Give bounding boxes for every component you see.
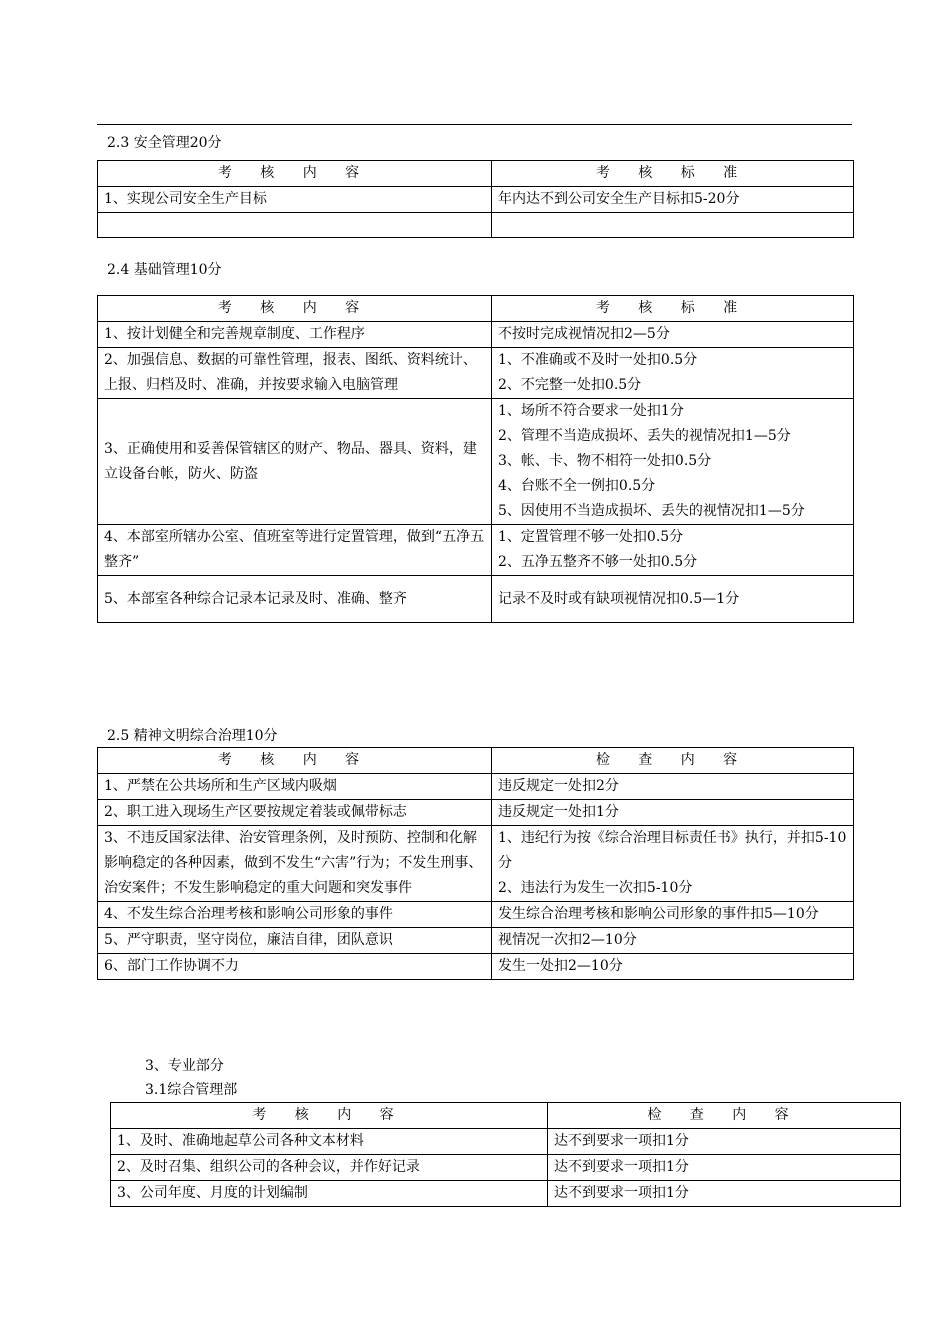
cell-empty <box>98 213 492 238</box>
table-row <box>98 826 854 902</box>
table-row <box>98 322 854 348</box>
standard-line: 1、违纪行为按《综合治理目标责任书》执行，并扣5-10分 <box>498 830 847 871</box>
header-rule <box>97 124 852 125</box>
cell-standard: 达不到要求一项扣1分 <box>548 1155 901 1181</box>
table-row <box>98 800 854 826</box>
header-standard: 考 核 标 准 <box>492 296 854 322</box>
standard-line: 记录不及时或有缺项视情况扣0.5—1分 <box>498 590 740 607</box>
table-header-row <box>98 748 854 774</box>
cell-content: 3、公司年度、月度的计划编制 <box>111 1181 548 1207</box>
header-standard: 考 核 标 准 <box>492 161 854 187</box>
table-row <box>98 525 854 576</box>
table-row <box>98 576 854 623</box>
cell-standard <box>492 928 854 954</box>
section-3-title: 3、专业部分 <box>145 1058 224 1074</box>
table-row <box>98 954 854 980</box>
table-header-row <box>98 161 854 187</box>
cell-standard <box>492 576 854 623</box>
cell-standard: 达不到要求一项扣1分 <box>548 1181 901 1207</box>
cell-empty <box>492 213 854 238</box>
basic-management-table <box>97 295 854 623</box>
cell-content: 1、严禁在公共场所和生产区域内吸烟 <box>98 774 492 800</box>
standard-line: 违反规定一处扣1分 <box>498 804 619 820</box>
section-2-5-title: 2.5 精神文明综合治理10分 <box>107 728 278 744</box>
header-content: 考 核 内 容 <box>98 161 492 187</box>
standard-line: 2、违法行为发生一次扣5-10分 <box>498 880 693 896</box>
header-standard: 检 查 内 容 <box>492 748 854 774</box>
table-row <box>98 902 854 928</box>
cell-standard: 年内达不到公司安全生产目标扣5-20分 <box>492 187 854 213</box>
header-content: 考 核 内 容 <box>98 296 492 322</box>
table-row <box>98 348 854 399</box>
cell-content: 1、按计划健全和完善规章制度、工作程序 <box>98 322 492 348</box>
standard-line: 1、不准确或不及时一处扣0.5分 <box>498 352 698 368</box>
standard-line: 视情况一次扣2—10分 <box>498 932 637 948</box>
cell-standard <box>492 954 854 980</box>
standard-line: 4、台账不全一例扣0.5分 <box>498 478 656 494</box>
standard-line: 5、因使用不当造成损坏、丢失的视情况扣1—5分 <box>498 503 805 519</box>
safety-management-table <box>97 160 854 238</box>
cell-standard: 达不到要求一项扣1分 <box>548 1129 901 1155</box>
table-row <box>111 1155 901 1181</box>
cell-standard <box>492 348 854 399</box>
cell-content: 1、及时、准确地起草公司各种文本材料 <box>111 1129 548 1155</box>
header-content: 考 核 内 容 <box>98 748 492 774</box>
cell-content: 5、严守职责，坚守岗位，廉洁自律，团队意识 <box>98 928 492 954</box>
civilization-governance-table <box>97 747 854 980</box>
cell-standard <box>492 399 854 525</box>
table-header-row <box>111 1103 901 1129</box>
section-2-3-title: 2.3 安全管理20分 <box>107 135 222 151</box>
cell-standard <box>492 774 854 800</box>
cell-content: 1、实现公司安全生产目标 <box>98 187 492 213</box>
table-row <box>98 399 854 525</box>
cell-standard <box>492 826 854 902</box>
table-row <box>98 774 854 800</box>
header-standard: 检 查 内 容 <box>548 1103 901 1129</box>
cell-content: 2、加强信息、数据的可靠性管理，报表、图纸、资料统计、上报、归档及时、准确，并按要求输入电脑管理 <box>98 348 492 399</box>
table-header-row <box>98 296 854 322</box>
cell-content: 5、本部室各种综合记录本记录及时、准确、整齐 <box>98 576 492 623</box>
cell-content: 6、部门工作协调不力 <box>98 954 492 980</box>
table-row <box>111 1129 901 1155</box>
cell-content: 2、及时召集、组织公司的各种会议，并作好记录 <box>111 1155 548 1181</box>
standard-line: 2、五净五整齐不够一处扣0.5分 <box>498 554 698 570</box>
standard-line: 违反规定一处扣2分 <box>498 778 619 794</box>
standard-line: 发生综合治理考核和影响公司形象的事件扣5—10分 <box>498 906 819 922</box>
standard-line: 2、管理不当造成损坏、丢失的视情况扣1—5分 <box>498 428 791 444</box>
section-2-4-title: 2.4 基础管理10分 <box>107 262 222 278</box>
standard-line: 3、帐、卡、物不相符一处扣0.5分 <box>498 453 712 469</box>
cell-standard <box>492 902 854 928</box>
table-row-empty <box>98 213 854 238</box>
cell-content: 3、不违反国家法律、治安管理条例，及时预防、控制和化解影响稳定的各种因素，做到不发生“六害”行为；不发生刑事、治安案件；不发生影响稳定的重大问题和突发事件 <box>98 826 492 902</box>
standard-line: 1、定置管理不够一处扣0.5分 <box>498 529 684 545</box>
standard-line: 2、不完整一处扣0.5分 <box>498 377 642 393</box>
cell-content: 4、本部室所辖办公室、值班室等进行定置管理，做到“五净五整齐” <box>98 525 492 576</box>
cell-standard <box>492 800 854 826</box>
header-content: 考 核 内 容 <box>111 1103 548 1129</box>
standard-line: 发生一处扣2—10分 <box>498 958 623 974</box>
cell-content: 3、正确使用和妥善保管辖区的财产、物品、器具、资料，建立设备台帐，防火、防盗 <box>98 399 492 525</box>
table-row <box>98 928 854 954</box>
table-row <box>111 1181 901 1207</box>
standard-line: 1、场所不符合要求一处扣1分 <box>498 403 684 419</box>
cell-standard <box>492 525 854 576</box>
cell-content: 4、不发生综合治理考核和影响公司形象的事件 <box>98 902 492 928</box>
table-row <box>98 187 854 213</box>
standard-line: 不按时完成视情况扣2—5分 <box>498 326 670 342</box>
cell-content: 2、职工进入现场生产区要按规定着装或佩带标志 <box>98 800 492 826</box>
section-3-1-title: 3.1综合管理部 <box>145 1082 238 1098</box>
cell-standard <box>492 322 854 348</box>
general-management-table <box>110 1102 901 1207</box>
